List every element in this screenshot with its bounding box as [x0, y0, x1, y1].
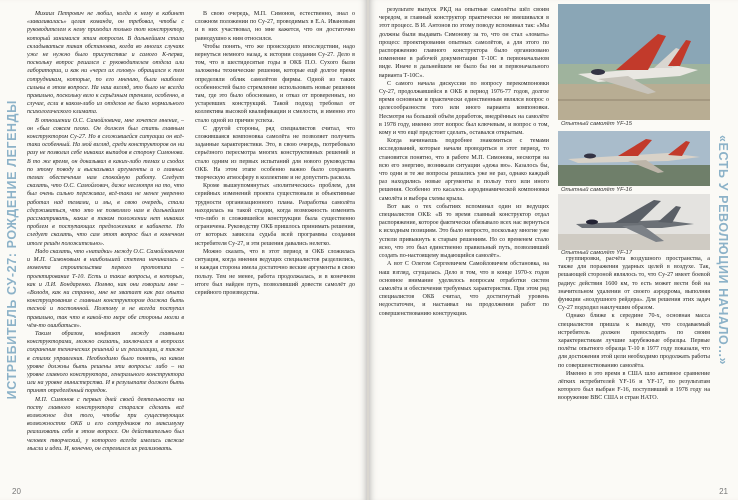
left-page	[0, 0, 367, 500]
paragraph: Кроме вышеупомянутых «политических» проблем, для серийных изменений проекта существовали и объективные трудности организационного плана. Разработка самолёта находилась на такой стадии, когда возможность изменить что-либо в сложившейся конструкции была существенно ограничена. Руководству ОКБ пришлось принимать решения, от которых зависела судьба всей программы создания истребителя Су-27, и эти решения давались нелегко.	[195, 183, 355, 247]
left-column-2	[195, 10, 355, 472]
right-column-1	[379, 6, 549, 472]
yf17-jet-illustration	[558, 194, 710, 250]
right-column-2	[558, 255, 710, 472]
photo-yf16	[558, 131, 710, 186]
paragraph: В отношении О.С. Самойловича, мне хочется мнение, – он «был совсем плохо. Он должен был стать главным конструктором Су-27. Но в сложившейся ситуации он всё-таки особенный. На мой взгляд, среди конструкторов он ни разу не позволил себе никаких выпадов в сторону Симонова. В то же время, он доказывал в каких-либо темах и сходах по этому поводу и высказывал аргументы и о главных темах обеспечения нам спокойную работу. Следует сказать, что О.С. Самойлович, даже несмотря на то, что был очень сильно переживал, всё-таки не менее уверенно работал над темами, и мы, в свою очередь, стали сдерживаться, что это не позволяло нам в дальнейшем рассматривать, какие в таком положении нет никаких проблем в поступающих предложениях в кабинете. Но следует сказать, что сам этот вопрос был в конечном итоге решён положительно».	[27, 117, 184, 247]
paragraph: Таким образом, конфликт между главными конструкторами, можно сказать, заключался в вопросах сохранения технических решений и их реализации, а также в стилях управления. Необходимо было понять, на каком уровне должны быть решены эти вопросы: либо – на уровне главного конструктора, генерального конструктора или на уровне министерства. И в результате должен быть принят определённый порядок.	[27, 330, 184, 395]
photo-yf15	[558, 4, 710, 120]
paragraph: М.П. Симонов с первых дней своей деятельности на посту главного конструктора старался сделать всё возможное для того, чтобы при существующих возможностях ОКБ и его сотрудников по максимуму реализовать себя в этом вопросе. Он действительно был человек творческий, у которого всегда имелись свежие мысли и идеи. И, конечно, он стремился их реализовать.	[27, 396, 184, 452]
right-running-title: «ЕСТЬ У РЕВОЛЮЦИИ НАЧАЛО...»	[716, 134, 730, 366]
right-page	[369, 0, 738, 500]
caption-yf16: Опытный самолёт YF-16	[561, 187, 632, 193]
paragraph: В свою очередь, М.П. Симонов, естественно, знал о сложном положении по Су-27, проводимых в Е.А. Ивановым и в них участвовал, но мне кажется, что он достаточно равнодушно к ним относился.	[195, 11, 355, 42]
right-page-number: 21	[719, 487, 728, 496]
photo-yf17	[558, 194, 710, 250]
paragraph: результате выпуск РКД на опытные самолёты шёл своим чередом, и главный конструктор практически не вмешивался в этот процесс. В И. Антонов по этому поводу вспоминал так: «Мы должны были выдавать Симонову за то, что он стал «ломать» процесс проектирования опытных самолётов, а для этого по распоряжению главного конструктора было организовано изменение в рабочей документации Т-10С в первоначальном виде. Иначе в дальнейшем не было бы ни и первоначального варианта Т-10С».	[379, 7, 549, 79]
paragraph: С другой стороны, ряд специалистов считал, что сложившаяся компоновка самолёта не позволяет получить заданные характеристики. Это, в свою очередь, потребовало серьёзного пересмотра многих конструктивных решений и стало одним из первых испытаний для нового руководства ОКБ. На этом этапе особенно важно было сохранить творческую атмосферу в коллективе и не допустить раскола.	[195, 125, 355, 182]
paragraph: А вот С Олегом Сергеевичем Самойловичем обстановка, на наш взгляд, сгущалась. Дело в том, что в конце 1970-х годов основное внимание уделялось вопросам отработки систем самолёта и обеспечения требуемых характеристик. При этом ряд специалистов ОКБ считал, что достигнутый уровень недостаточен, и настаивал на продолжении работ по совершенствованию конструкции.	[379, 261, 549, 317]
paragraph: Михаил Петрович не любил, когда к нему в кабинет «заваливалась» целая команда, он требовал, чтобы с руководителем к нему приходил только тот конструктор, который занимался этим вопросом. В дальнейшем стала складываться такая обстановка, когда во многих случаях уже не нужно было присутствие и самого К-пеpва, поскольку вопрос решался с руководителем отдела или лаборатории, и как ни «через их голову» обращался к тем сотрудникам, которые, по его мнению, были наиболее сильны в этом вопросе. На наш взгляд, это было не всегда правильно, поскольку вело к серьёзным трениям, особенно, в случае, если в каком-либо из отделов не было нормального психологического климата.	[27, 11, 184, 116]
yf16-jet-illustration	[558, 131, 710, 186]
left-column-1	[27, 10, 184, 472]
paragraph: Надо сказать, что «нападки» между О.С. Самойловичем и М.П. Симоновым в наибольшей степени начинались с момента строительства первого прототипа – проектирование Т-10. Есть и такие вопросы, в которых, как и Л.И. Бондаренко. Помню, как они говорили мне – «Володя, как ни странно, мне не хватает как раз опыта конструирования с главным конструктором должна быть тесной и постоянной. Поэтому я не всегда поступал правильно, так что в какой-то мере обе стороны могли в чём-то ошибаться».	[27, 248, 184, 329]
paragraph: Вот как о тех событиях вспоминал один из ведущих специалистов ОКБ: «В то время главный конструктор отдал распоряжение, которое фактически обязывало всех нас вернуться к исходным позициям. Это было непросто, поскольку многие уже успели привыкнуть к старым решениям. Но со временем стало ясно, что это был единственно правильный путь, позволивший создать по-настоящему выдающийся самолёт».	[379, 203, 549, 260]
paragraph: группировки, расчёта воздушного пространства, а также для поражения ударных целей в воздухе. Так, решающей стороной являлось то, что Су-27 имеет боевой радиус действия 1600 км, то есть может вести бой на значительном удалении от своего аэродрома, выполняя функции «воздушного рейдера». Для решения этих задач Су-27 подходил наилучшим образом.	[558, 256, 710, 312]
paragraph: Можно сказать, что в этот период в ОКБ сложилась ситуация, когда мнения ведущих специалистов разделились, и каждая сторона имела достаточно веские аргументы в свою пользу. Тем не менее, работа продолжалась, и в конечном итоге был найден путь, позволивший довести самолёт до серийного производства.	[195, 248, 355, 296]
paragraph: Когда начинаешь подробнее знакомиться с темами исследований, которые начали проводиться в этот период, то становится понятно, что в работе М.П. Симонова, несмотря на всю его энергию, возникали ситуации «дежа вю». Казалось бы, что одни и те же вопросы решались уже не раз, однако каждый раз находились новые аргументы в пользу того или иного решения. Особенно это касалось аэродинамической компоновки самолёта и выбора схемы крыла.	[379, 138, 549, 202]
left-page-number: 20	[12, 487, 21, 496]
caption-yf15: Опытный самолёт YF-15	[561, 121, 632, 127]
yf15-jet-illustration	[558, 4, 710, 120]
paragraph: Именно в это время в США шло активное сравнение лёгких истребителей YF-16 и YF-17, по результатам которого был выбран F-16, поступивший в 1978 году на вооружение ВВС США и стран НАТО.	[558, 370, 710, 402]
paragraph: С самого начала дискуссии по вопросу перекомпоновки Су-27, продолжавшейся в ОКБ в период 1976-77 годов, долгое время основным и практически единственным являлся вопрос о целесообразности того или иного варианта компоновки. Несмотря на большой объём доработок, внедрённых на самолёте в 1978 году, именно этот вопрос был ключевым, и вопрос о том, кому и что ещё предстоит сделать, оставался открытым.	[379, 80, 549, 137]
paragraph: Однако ближе к середине 70-х, основная масса специалистов пришла к выводу, что создаваемый истребитель должен превосходить по своим характеристикам лучшие зарубежные образцы. Первые полёты опытного образца Т-10 в 1977 году показали, что для достижения этой цели необходимо продолжать работы по совершенствованию самолёта.	[558, 313, 710, 369]
left-running-title: ИСТРЕБИТЕЛЬ СУ-27: РОЖДЕНИЕ ЛЕГЕНДЫ	[5, 100, 19, 400]
paragraph: Чтобы понять, что же происходило впоследствии, надо вернуться немного назад, к истории создания Су-27. Дело в том, что в шестидесятые годы в ОКБ П.О. Сухого были заложены технические решения, которые ещё долгое время определяли облик самолётов фирмы. Одной из таких особенностей было стремление использовать новые решения там, где это было обосновано, и отказ от проверенных, но устаревших конструкций. Такой подход требовал от коллектива высокой квалификации и смелости, и именно это стало одной из причин успеха.	[195, 43, 355, 124]
caption-yf17: Опытный самолёт YF-17	[561, 250, 632, 256]
